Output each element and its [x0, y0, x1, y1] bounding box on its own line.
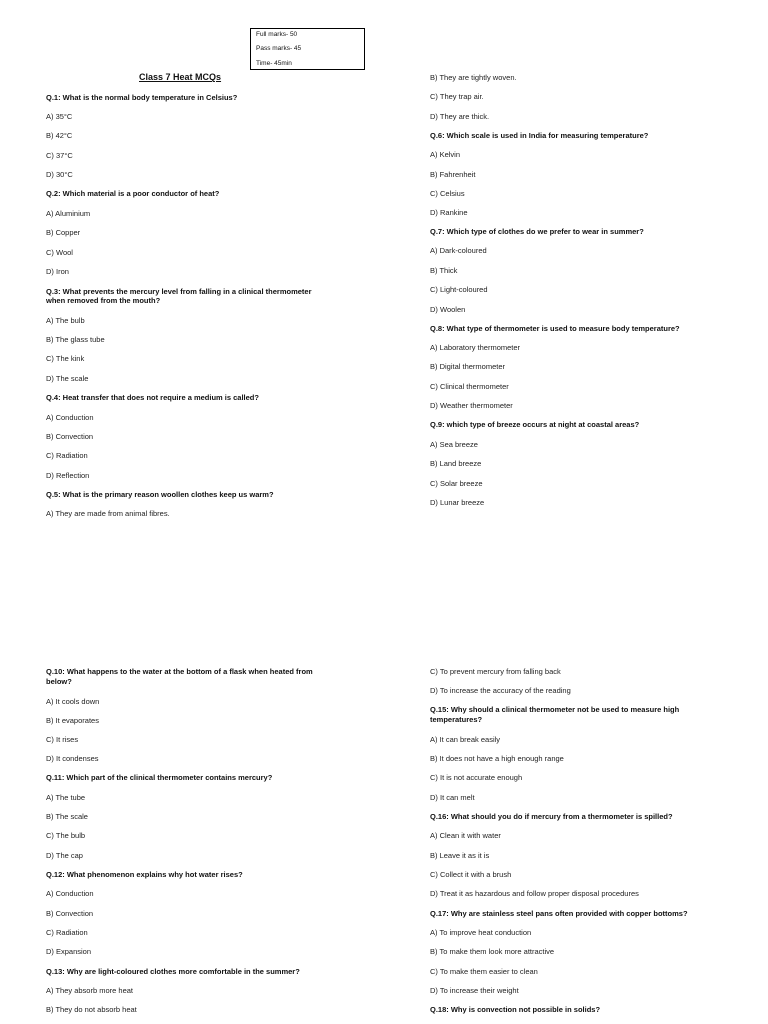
option-text: B) Copper [46, 228, 81, 237]
question-text: Q.16: What should you do if mercury from a thermometer is spilled? [430, 812, 673, 821]
option-text: D) Weather thermometer [430, 401, 513, 410]
option-text: D) To increase the accuracy of the reading [430, 686, 571, 695]
option-text: B) Convection [46, 432, 94, 441]
page-title: Class 7 Heat MCQs [139, 72, 222, 82]
question-text: Q.15: Why should a clinical thermometer not be used to measure high [430, 705, 680, 714]
question-text: Q.17: Why are stainless steel pans often provided with copper bottoms? [430, 909, 688, 918]
marks-box [250, 28, 365, 70]
option-text: B) Land breeze [430, 459, 482, 468]
option-text: A) The bulb [46, 316, 85, 325]
option-text: C) To make them easier to clean [430, 967, 538, 976]
option-text: C) Light-coloured [430, 285, 488, 294]
option-text: D) Reflection [46, 471, 90, 480]
option-text: D) The scale [46, 374, 89, 383]
question-text: Q.10: What happens to the water at the bottom of a flask when heated from [46, 667, 313, 676]
option-text: B) 42°C [46, 131, 73, 140]
option-text: D) Expansion [46, 947, 92, 956]
question-text: when removed from the mouth? [46, 296, 161, 305]
option-text: C) Clinical thermometer [430, 382, 509, 391]
option-text: A) 35°C [46, 112, 73, 121]
option-text: B) They do not absorb heat [46, 1005, 137, 1014]
option-text: C) The bulb [46, 831, 86, 840]
option-text: C) Radiation [46, 451, 88, 460]
option-text: C) 37°C [46, 151, 73, 160]
option-text: C) The kink [46, 354, 85, 363]
option-text: A) Kelvin [430, 150, 461, 159]
option-text: B) Convection [46, 909, 94, 918]
option-text: A) Dark-coloured [430, 246, 487, 255]
option-text: C) Radiation [46, 928, 88, 937]
option-text: A) Laboratory thermometer [430, 343, 521, 352]
option-text: B) Thick [430, 266, 458, 275]
option-text: A) It cools down [46, 697, 100, 706]
option-text: D) To increase their weight [430, 986, 519, 995]
question-text: Q.5: What is the primary reason woollen clothes keep us warm? [46, 490, 274, 499]
question-text: Q.4: Heat transfer that does not require a medium is called? [46, 393, 259, 402]
option-text: A) They absorb more heat [46, 986, 133, 995]
time-text: Time- 45min [256, 60, 292, 67]
option-text: D) The cap [46, 851, 83, 860]
option-text: B) The scale [46, 812, 88, 821]
question-text: Q.9: which type of breeze occurs at night at coastal areas? [430, 420, 640, 429]
option-text: C) They trap air. [430, 92, 484, 101]
option-text: B) To make them look more attractive [430, 947, 555, 956]
question-text: Q.7: Which type of clothes do we prefer to wear in summer? [430, 227, 644, 236]
option-text: B) They are tightly woven. [430, 73, 517, 82]
option-text: A) Sea breeze [430, 440, 478, 449]
option-text: D) Woolen [430, 305, 466, 314]
option-text: A) Conduction [46, 413, 94, 422]
option-text: A) Conduction [46, 889, 94, 898]
question-text: Q.11: Which part of the clinical thermometer contains mercury? [46, 773, 273, 782]
option-text: C) Collect it with a brush [430, 870, 512, 879]
pass-marks-text: Pass marks- 45 [256, 45, 302, 52]
option-text: D) 30°C [46, 170, 73, 179]
option-text: C) To prevent mercury from falling back [430, 667, 561, 676]
option-text: A) They are made from animal fibres. [46, 509, 170, 518]
option-text: B) Digital thermometer [430, 362, 506, 371]
option-text: B) The glass tube [46, 335, 105, 344]
option-text: A) Clean it with water [430, 831, 501, 840]
question-text: Q.3: What prevents the mercury level from falling in a clinical thermometer [46, 287, 312, 296]
option-text: A) Aluminium [46, 209, 91, 218]
option-text: D) It can melt [430, 793, 475, 802]
option-text: B) Leave it as it is [430, 851, 490, 860]
option-text: C) It rises [46, 735, 79, 744]
option-text: D) Treat it as hazardous and follow proper disposal procedures [430, 889, 639, 898]
option-text: A) It can break easily [430, 735, 501, 744]
question-text: Q.12: What phenomenon explains why hot water rises? [46, 870, 243, 879]
option-text: A) To improve heat conduction [430, 928, 532, 937]
question-text: below? [46, 677, 72, 686]
option-text: D) Lunar breeze [430, 498, 485, 507]
question-text: Q.6: Which scale is used in India for measuring temperature? [430, 131, 649, 140]
option-text: C) Solar breeze [430, 479, 483, 488]
option-text: C) It is not accurate enough [430, 773, 523, 782]
question-text: Q.13: Why are light-coloured clothes more comfortable in the summer? [46, 967, 300, 976]
option-text: B) It evaporates [46, 716, 99, 725]
option-text: D) They are thick. [430, 112, 490, 121]
option-text: D) It condenses [46, 754, 99, 763]
option-text: A) The tube [46, 793, 86, 802]
option-text: D) Rankine [430, 208, 468, 217]
question-text: Q.2: Which material is a poor conductor of heat? [46, 189, 220, 198]
full-marks-text: Full marks- 50 [256, 31, 298, 38]
option-text: D) Iron [46, 267, 69, 276]
question-text: Q.18: Why is convection not possible in solids? [430, 1005, 601, 1014]
option-text: C) Wool [46, 248, 73, 257]
option-text: C) Celsius [430, 189, 465, 198]
question-text: Q.1: What is the normal body temperature in Celsius? [46, 93, 238, 102]
question-text: Q.8: What type of thermometer is used to measure body temperature? [430, 324, 680, 333]
option-text: B) Fahrenheit [430, 170, 476, 179]
question-text: temperatures? [430, 715, 483, 724]
option-text: B) It does not have a high enough range [430, 754, 564, 763]
